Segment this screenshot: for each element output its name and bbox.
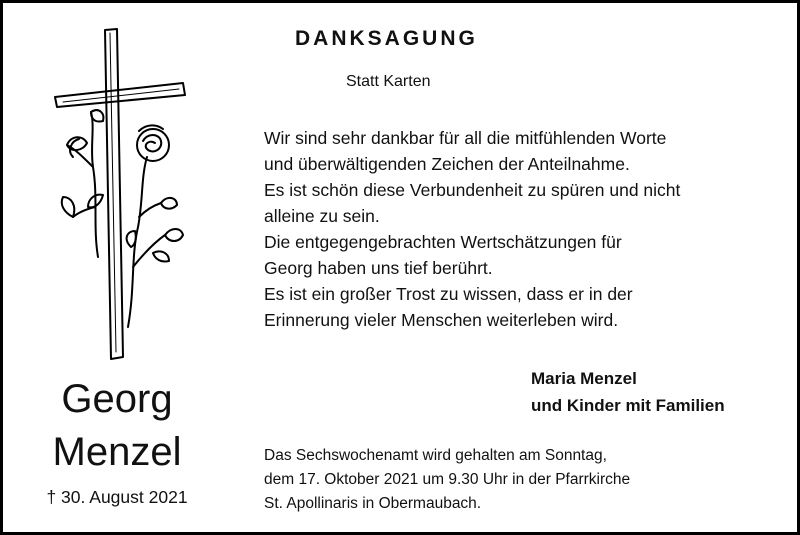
deceased-first-name: Georg — [61, 377, 173, 421]
notice-line: St. Apollinaris in Obermaubach. — [264, 495, 482, 512]
cross-with-rose-icon — [43, 27, 193, 367]
death-date: † 30. August 2021 — [46, 487, 188, 507]
message-line: alleine zu sein. — [264, 206, 380, 226]
notice-line: Das Sechswochenamt wird gehalten am Sonntag, — [264, 447, 607, 464]
deceased-last-name: Menzel — [52, 430, 182, 474]
message-line: Die entgegengebrachten Wertschätzungen für — [264, 232, 622, 252]
message-line: und überwältigenden Zeichen der Anteilnahme. — [264, 154, 630, 174]
signature-line: und Kinder mit Familien — [531, 396, 725, 415]
message-line: Es ist ein großer Trost zu wissen, dass er in der — [264, 284, 633, 304]
thank-you-message — [264, 125, 680, 333]
signature-line: Maria Menzel — [531, 369, 637, 388]
message-line: Georg haben uns tief berührt. — [264, 258, 493, 278]
signature — [531, 365, 725, 419]
message-line: Erinnerung vieler Menschen weiterleben wird. — [264, 310, 619, 330]
mass-notice — [264, 444, 630, 516]
notice-line: dem 17. Oktober 2021 um 9.30 Uhr in der Pfarrkirche — [264, 471, 631, 488]
page-title: DANKSAGUNG — [295, 27, 478, 50]
subtitle: Statt Karten — [346, 73, 431, 90]
message-line: Wir sind sehr dankbar für all die mitfühlenden Worte — [264, 128, 667, 148]
message-line: Es ist schön diese Verbundenheit zu spüren und nicht — [264, 180, 681, 200]
